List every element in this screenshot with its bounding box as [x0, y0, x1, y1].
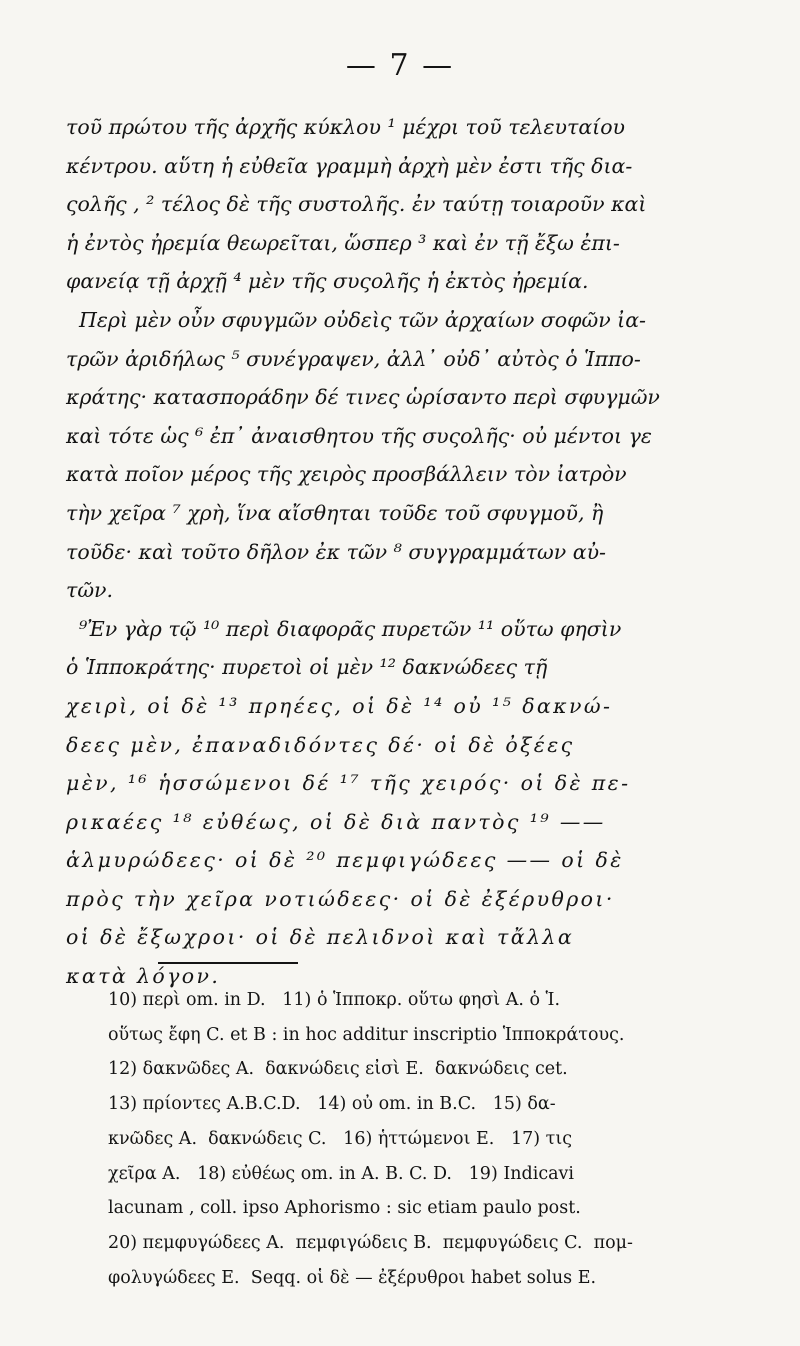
- footnote-line: φολυγώδεες E. Seqq. οἱ δὲ — ἐξέρυθροι habet solus E.: [108, 1267, 597, 1288]
- footnote-line: χεῖρα A. 18) εὐθέως om. in A. B. C. D. 19) Indicavi: [108, 1163, 575, 1184]
- footnote-line: lacunam , coll. ipso Aphorismo : sic etiam paulo post.: [108, 1198, 581, 1219]
- text-line: τῶν.: [66, 578, 114, 603]
- text-line-spaced: χειρὶ, οἱ δὲ ¹³ πρηέες, οἱ δὲ ¹⁴ οὐ ¹⁵ δακνώ-: [66, 693, 613, 718]
- footnote-line: οὕτως ἔφη C. et B : in hoc additur inscriptio Ἱπποκράτους.: [108, 1024, 625, 1045]
- footnote-line: 12) δακνῶδες A. δακνώδεις εἰσὶ E. δακνώδεις cet.: [108, 1059, 568, 1080]
- text-line-spaced: ἁλμυρώδεες· οἱ δὲ ²⁰ πεμφιγώδεες —— οἱ δὲ: [66, 848, 624, 873]
- text-line: τοῦ πρώτου τῆς ἀρχῆς κύκλου ¹ μέχρι τοῦ τελευταίου: [66, 115, 626, 139]
- text-line: κέντρου. αὕτη ἡ εὐθεῖα γραμμὴ ἀρχὴ μὲν ἐστι τῆς δια-: [66, 153, 633, 178]
- footnote-divider: [158, 962, 298, 964]
- text-line: ἡ ἐντὸς ἠρεμία θεωρεῖται, ὥσπερ ³ καὶ ἐν τῇ ἔξω ἐπι-: [66, 230, 620, 255]
- text-line-spaced: πρὸς τὴν χεῖρα νοτιώδεες· οἱ δὲ ἐξέρυθροι·: [66, 886, 615, 911]
- text-line: τοῦδε· καὶ τοῦτο δῆλον ἐκ τῶν ⁸ συγγραμμάτων αὐ-: [66, 539, 606, 564]
- footnote-line: κνῶδες A. δακνώδεις C. 16) ἡττώμενοι E. 17) τις: [108, 1128, 573, 1149]
- footnote-line: 10) περὶ om. in D. 11) ὁ Ἱπποκρ. οὕτω φησὶ A. ὁ Ἱ.: [108, 990, 561, 1010]
- text-line-spaced: δεες μὲν, ἐπαναδιδόντες δέ· οἱ δὲ ὀξέες: [66, 732, 575, 757]
- text-line: φανείᾳ τῇ ἀρχῇ ⁴ μὲν τῆς συςολῆς ἡ ἐκτὸς ἠρεμία.: [66, 269, 589, 294]
- page-number: — 7 —: [345, 48, 455, 83]
- text-line: ὁ Ἱπποκράτης· πυρετοὶ οἱ μὲν ¹² δακνώδεες τῇ: [66, 655, 548, 680]
- text-line-spaced: κατὰ λόγον.: [66, 964, 221, 989]
- main-text: [66, 108, 716, 996]
- text-line: καὶ τότε ὡς ⁶ ἐπ᾽ ἀναισθητου τῆς συςολῆς· οὐ μέντοι γε: [66, 423, 652, 448]
- text-line: ςολῆς , ² τέλος δὲ τῆς συστολῆς. ἐν ταύτῃ τοιαροῦν καὶ: [66, 192, 647, 217]
- text-line: κράτης· κατασποράδην δέ τινες ὡρίσαντο περὶ σφυγμῶν: [66, 385, 660, 410]
- footnote-line: 20) πεμφυγώδεες A. πεμφιγώδεις B. πεμφυγώδεις C. πομ-: [108, 1232, 633, 1253]
- text-line-spaced: οἱ δὲ ἔξωχροι· οἱ δὲ πελιδνοὶ καὶ τἄλλα: [66, 925, 575, 950]
- text-line-spaced: μὲν, ¹⁶ ἡσσώμενοι δέ ¹⁷ τῆς χειρός· οἱ δὲ πε-: [66, 771, 631, 796]
- footnotes: [108, 983, 718, 1295]
- footnote-line: 13) πρίοντες A.B.C.D. 14) οὐ om. in B.C. 15) δα-: [108, 1094, 556, 1115]
- text-line: ⁹Ἐν γὰρ τῷ ¹⁰ περὶ διαφορᾶς πυρετῶν ¹¹ οὕτω φησὶν: [66, 616, 622, 641]
- text-line-spaced: ρικαέες ¹⁸ εὐθέως, οἱ δὲ διὰ παντὸς ¹⁹ ——: [66, 809, 606, 834]
- text-line: τὴν χεῖρα ⁷ χρὴ, ἵνα αἴσθηται τοῦδε τοῦ σφυγμοῦ, ἢ: [66, 500, 604, 525]
- text-line: Περὶ μὲν οὖν σφυγμῶν οὐδεὶς τῶν ἀρχαίων σοφῶν ἰα-: [66, 307, 646, 332]
- text-line: τρῶν ἀριδήλως ⁵ συνέγραψεν, ἀλλ᾽ οὐδ᾽ αὐτὸς ὁ Ἱππο-: [66, 346, 641, 371]
- text-line: κατὰ ποῖον μέρος τῆς χειρὸς προσβάλλειν τὸν ἰατρὸν: [66, 462, 627, 487]
